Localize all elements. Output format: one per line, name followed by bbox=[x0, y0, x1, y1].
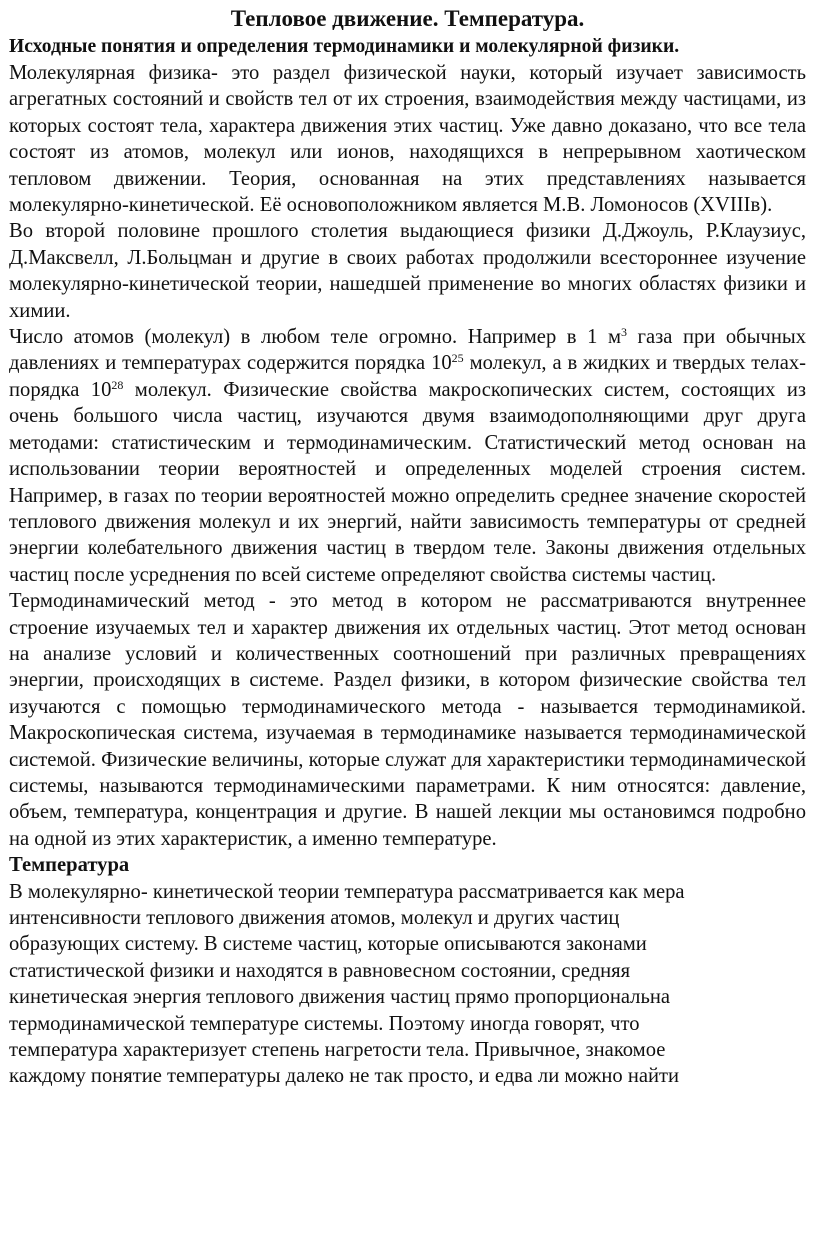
text-line: температура характеризует степень нагретости тела. Привычное, знакомое bbox=[9, 1039, 666, 1062]
superscript-exponent: 3 bbox=[620, 325, 627, 340]
paragraph-number-of-atoms bbox=[9, 324, 806, 588]
paragraph-temperature bbox=[9, 879, 806, 1090]
text-line: каждому понятие температуры далеко не так просто, и едва ли можно найти bbox=[9, 1065, 680, 1088]
page-title: Тепловое движение. Температура. bbox=[230, 6, 585, 31]
text-line: кинетическая энергия теплового движения частиц прямо пропорциональна bbox=[9, 986, 671, 1009]
text-segment: газа при обычных давлениях и температурах содержится порядка 10 bbox=[9, 326, 806, 375]
text-segment: молекул. Физические свойства макроскопических систем, состоящих из очень большого числа частиц, изучаются двумя взаимодополняющими друг друга методами: статистическим и термодинамическим. Статистический метод основан на использовании теории вероятностей и определенных моделей строения систем. Например, в газах по теории вероятностей можно определить среднее значение скоростей теплового движения молекул и их энергий, найти зависимость температуры от средней энергии колебательного движения частиц в твердом теле. Законы движения отдельных частиц после усреднения по всей системе определяют свойства системы частиц. bbox=[9, 378, 806, 586]
text-line: В молекулярно- кинетической теории температура рассматривается как мера bbox=[9, 880, 685, 903]
section-subtitle: Исходные понятия и определения термодинамики и молекулярной физики. bbox=[9, 36, 680, 57]
text-line: статистической физики и находятся в равновесном состоянии, средняя bbox=[9, 959, 631, 982]
section-title-temperature: Температура bbox=[9, 854, 130, 877]
superscript-exponent: 25 bbox=[451, 351, 464, 366]
text-segment: молекул, а в жидких и твердых телах- порядка 10 bbox=[9, 352, 806, 401]
paragraph-history: Во второй половине прошлого столетия выдающиеся физики Д.Джоуль, Р.Клаузиус, Д.Максвелл, Л.Больцман и другие в своих работах продолжили всестороннее изучение молекулярно-кинетической теории, нашедшей применение во многих областях физики и химии. bbox=[9, 220, 806, 322]
text-line: образующих систему. В системе частиц, которые описываются законами bbox=[9, 933, 647, 956]
text-line: интенсивности теплового движения атомов, молекул и других частиц bbox=[9, 907, 620, 929]
paragraph-thermodynamic-method: Термодинамический метод - это метод в котором не рассматриваются внутреннее строение изучаемых тел и характер движения их отдельных частиц. Этот метод основан на анализе условий и количественных соотношений при различных превращениях энергии, происходящих в системе. Раздел физики, в котором физические свойства тел изучаются с помощью термодинамического метода - называется термодинамикой. Макроскопическая система, изучаемая в термодинамике называется термодинамической системой. Физические величины, которые служат для характеристики термодинамической системы, называются термодинамическими параметрами. К ним относятся: давление, объем, температура, концентрация и другие. В нашей лекции мы остановимся подробно на одной из этих характеристик, а именно температуре. bbox=[9, 590, 806, 850]
text-line: термодинамической температуре системы. Поэтому иногда говорят, что bbox=[9, 1012, 640, 1035]
text-segment: Число атомов (молекул) в любом теле огромно. Например в 1 м bbox=[9, 326, 621, 349]
paragraph-molecular-physics: Молекулярная физика- это раздел физической науки, который изучает зависимость агрегатных состояний и свойств тел от их строения, взаимодействия между частицами, из которых состоят тела, характера движения этих частиц. Уже давно доказано, что все тела состоят из атомов, молекул или ионов, находящихся в непрерывном хаотическом тепловом движении. Теория, основанная на этих представлениях называется молекулярно-кинетической. Её основоположником является М.В. Ломоносов (XVIIIв). bbox=[9, 62, 806, 217]
superscript-exponent: 28 bbox=[111, 377, 124, 392]
